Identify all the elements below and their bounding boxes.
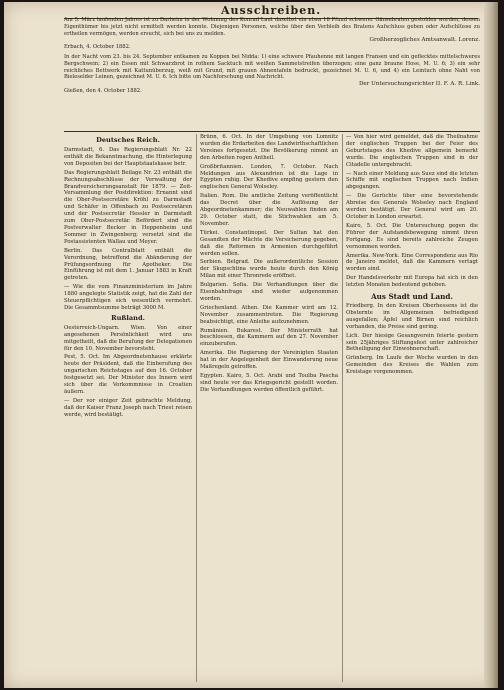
notice-text-1: Am 5. März laufenden Jahres ist zu Darheim in der Wohnung des Konrad Laut daselbst ein etwa 18 Pfund schwerer Gänsebraten gestohlen worden, dessen Eigenthümer bis jetzt nicht ermittelt werden konnte. Diejenigen Personen, welche über den Verbleib des Bratens Aufschluss geben oder Aufschlüsse zu ertheilen vermögen, werden ersucht, sich bei uns zu melden. — [64, 17, 480, 37]
article-paragraph: Pest, 5. Oct. Im Abgeordnetenhause erklärte heute der Präsident, daß die Einberufung des ungarischen Reichstages auf den 16. October festgesetzt sei. Der Minister des Innern wird sich über die Vorkommnisse in Croatien äußern. — [64, 354, 192, 395]
section-heading-aus-stadt-und-land: Aus Stadt und Land. — [371, 292, 453, 302]
article-paragraph: Brünn, 6. Oct. In der Umgebung von Lomnitz wurden die Erdarbeiten des Landwirthschaftlichen Vereines fortgesetzt. Die Bevölkerung nimmt an den Arbeiten regen Antheil. — [200, 134, 338, 161]
article-paragraph: Amerika. New-York. Eine Correspondenz aus Rio de Janeiro meldet, daß die Kammern vertagt worden sind. — [346, 252, 478, 273]
column-separator — [196, 134, 197, 682]
article-paragraph: Großbritannien. London, 7. October. Nach Meldungen aus Alexandrien ist die Lage in Egypten ruhig. Der Khedive empfing gestern den englischen General Wolseley. — [200, 163, 338, 191]
article-paragraph: Das Regierungsblatt Beilage Nr. 23 enthält die Rechnungsabschlüsse der Verwaltung der Brandversicherungsanstalt für 1879. — Zeit-Versammlung der Postdirektion: Ernannt sind die Ober-Postsecretäre Kröhl zu Darmstadt und Schäfer in Offenbach zu Postsecretären und der Postsecretär Hessler in Darmstadt zum Ober-Postsecretär. Befördert sind die Postverwalter Becker in Heppenheim und Sommer in Zwingenberg; versetzt sind die Postassistenten Wallau und Meyer. — [64, 169, 192, 245]
article-paragraph: Der Handelsverkehr mit Europa hat sich in den letzten Monaten bedeutend gehoben. — [346, 275, 478, 289]
article-paragraph: — Die Gerüchte über eine bevorstehende Abreise des Generals Wolseley nach England werden bestätigt. Der General wird am 20. October in London erwartet. — [346, 193, 478, 220]
notices-block — [64, 17, 480, 95]
column-3 — [346, 134, 478, 682]
section-heading-russland: Rußland. — [111, 313, 145, 322]
section-divider — [64, 131, 480, 132]
local-news-paragraph: Friedberg. In den Kreisen Oberhessens ist die Obsternte im Allgemeinen befriedigend ausgefallen; Äpfel und Birnen sind reichlich vorhanden, die Preise sind gering. — [346, 303, 478, 330]
article-paragraph: — Wie die vom Finanzministerium im Jahre 1880 angelegte Statistik zeigt, hat die Zahl der Steuerpflichtigen sich wesentlich vermehrt. Die Gesammtsumme beträgt 3000 M. — [64, 284, 192, 311]
article-paragraph: Amerika. Die Regierung der Vereinigten Staaten hat in der Angelegenheit der Einwanderung neue Maßregeln getroffen. — [200, 350, 338, 371]
article-paragraph: Italien. Rom. Die amtliche Zeitung veröffentlicht das Decret über die Auflösung der Abgeordnetenkammer; die Neuwahlen finden am 29. October statt, die Stichwahlen am 5. November. — [200, 193, 338, 227]
article-paragraph: Griechenland. Athen. Die Kammer wird am 12. November zusammentreten. Die Regierung beabsichtigt, eine Anleihe aufzunehmen. — [200, 304, 338, 325]
article-paragraph: Kairo, 5. Oct. Die Untersuchung gegen die Führer der Aufstandsbewegung nimmt ihren Fortgang. Es sind bereits zahlreiche Zeugen vernommen worden. — [346, 222, 478, 250]
article-paragraph: — Nach einer Meldung aus Suez sind die letzten Schiffe mit englischen Truppen nach Indien abgegangen. — [346, 170, 478, 191]
notice-date-1: Erbach, 4. October 1882. — [64, 44, 131, 51]
article-paragraph: Oesterreich-Ungarn. Wien. Von einer angesehenen Persönlichkeit wird uns mitgetheilt, daß die Berufung der Delegationen für den 10. November bevorsteht. — [64, 324, 192, 352]
notice-signature-1: Großherzogliches Amtsanwalt. Lorenz. — [369, 37, 480, 44]
notice-signature-2: Der Untersuchungsrichter II. F. A. R. Link. — [358, 81, 480, 88]
article-paragraph: Bulgarien. Sofia. Die Verhandlungen über die Eisenbahnfrage sind wieder aufgenommen worden. — [200, 282, 338, 302]
column-separator — [342, 134, 343, 682]
article-paragraph: Türkei. Constantinopel. Der Sultan hat den Gesandten der Mächte die Versicherung gegeben, daß die Reformen in Armenien durchgeführt werden sollen. — [200, 229, 338, 257]
page-binding — [484, 2, 498, 688]
article-paragraph: Egypten. Kairo, 5. Oct. Arabi und Toulba Pascha sind heute vor das Kriegsgericht gestellt worden. Die Verhandlungen werden öffentlich geführt. — [200, 373, 338, 393]
article-paragraph: Berlin. Das Centralblatt enthält die Verordnung, betreffend die Abänderung der Prüfungsordnung für Apotheker. Die Einführung ist mit dem 1. Januar 1883 in Kraft getreten. — [64, 247, 192, 282]
header-title: Ausschreiben. — [220, 4, 322, 17]
notice-date-2: Gießen, den 4. October 1882. — [64, 87, 142, 94]
column-2 — [200, 134, 338, 682]
column-1 — [64, 134, 192, 682]
section-heading-deutsches-reich: Deutsches Reich. — [96, 136, 160, 144]
notice-text-2: In der Nacht vom 23. bis 24. September entkamen zu Koppen bei Nidda: 1) eine schwere Pfauhenne mit langen Fransen und ein geflecktes mittelschweres Bergschwein; 2) ein Essen mit Schwarzbrot in rothem Sacktuch mit weißen Sammetstreifen überzogen; eine ganz braune Hose, M. U. 6; 3) ein sehr reichliches Bettwerk mit Kattunüberzug, weiß mit Grund, mit grauen Ahnentafeln bedruckt, gezeichnet M. U. 6, und 4) ein Leintuch ohne Naht von Bieleselder Leinen, gezeichnet M. U. 6. Ich bitte um Nachforschung und Nachricht. — [64, 53, 480, 81]
article-paragraph: Darmstadt, 6. Das Regierungsblatt Nr. 22 enthält die Bekanntmachung, die Hinterlegung von Depositen bei der Hauptstaatskasse betr. — [64, 147, 192, 167]
newspaper-page — [4, 2, 498, 688]
article-paragraph: Serbien. Belgrad. Die außerordentliche Session der Skupschtina wurde heute durch den König Milan mit einer Thronrede eröffnet. — [200, 259, 338, 280]
article-paragraph: — Von hier wird gemeldet, daß die Theilnahme der englischen Truppen bei der Feier des Geburtstages des Khedive allgemein bemerkt wurde. Die englischen Truppen sind in der Citadelle untergebracht. — [346, 134, 478, 168]
article-paragraph: — Der vor einiger Zeit gebrachte Meldung, daß der Kaiser Franz Joseph nach Triest reisen werde, wird bestätigt. — [64, 397, 192, 418]
local-news-paragraph: Lich. Der hiesige Gesangverein feierte gestern sein 25jähriges Stiftungsfest unter zahlreicher Betheiligung der Einwohnerschaft. — [346, 332, 478, 353]
local-news-paragraph: Grünberg. Im Laufe der Woche wurden in den Gemeinden des Kreises die Wahlen zum Kreistage vorgenommen. — [346, 355, 478, 376]
article-paragraph: Rumänien. Bukarest. Der Ministerrath hat beschlossen, die Kammern auf den 27. November einzuberufen. — [200, 327, 338, 348]
